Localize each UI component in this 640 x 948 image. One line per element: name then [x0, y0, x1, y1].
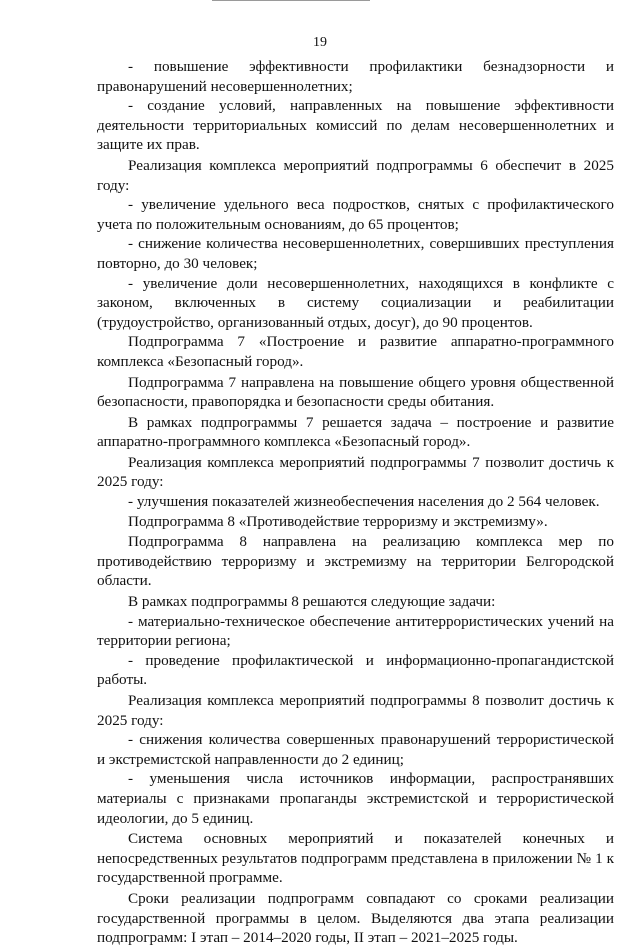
paragraph: В рамках подпрограммы 8 решаются следующие задачи: [128, 593, 496, 611]
paragraph: - снижение количества несовершеннолетних, совершивших преступления повторно, до 30 человек; [97, 235, 614, 272]
paragraph: Сроки реализации подпрограмм совпадают со сроками реализации государственной программы в целом. Выделяются два этапа реализации подпрограмм: I этап – 2014–2020 годы, II этап – 2021–2025 годы. [97, 889, 614, 947]
paragraph: - уменьшения числа источников информации, распространявших материалы с признаками пропаганды экстремистской и террористической идеологии, до 5 единиц. [97, 770, 614, 827]
document-body [97, 57, 614, 948]
paragraph: Система основных мероприятий и показателей конечных и непосредственных результатов подпрограмм представлена в приложении № 1 к государственной программе. [97, 830, 614, 887]
top-rule [212, 0, 370, 1]
paragraph: - увеличение удельного веса подростков, снятых с профилактического учета по положительным основаниям, до 65 процентов; [97, 196, 614, 233]
paragraph: - снижения количества совершенных правонарушений террористической и экстремистской направленности до 2 единиц; [97, 731, 614, 768]
paragraph: Реализация комплекса мероприятий подпрограммы 8 позволит достичь к 2025 году: [97, 692, 614, 729]
paragraph: - создание условий, направленных на повышение эффективности деятельности территориальных комиссий по делам несовершеннолетних и защите их прав. [97, 97, 614, 154]
paragraph: - увеличение доли несовершеннолетних, находящихся в конфликте с законом, включенных в систему социализации и реабилитации (трудоустройство, организованный отдых, досуг), до 90 процентов. [97, 274, 614, 331]
paragraph: В рамках подпрограммы 7 решается задача – построение и развитие аппаратно-программного комплекса «Безопасный город». [97, 413, 614, 451]
paragraph: Подпрограмма 7 «Построение и развитие аппаратно-программного комплекса «Безопасный город». [97, 333, 614, 370]
paragraph: - проведение профилактической и информационно-пропагандистской работы. [97, 651, 614, 689]
paragraph: Реализация комплекса мероприятий подпрограммы 7 позволит достичь к 2025 году: [97, 453, 614, 491]
paragraph: - улучшения показателей жизнеобеспечения населения до 2 564 человек. [128, 493, 600, 511]
paragraph: - материально-техническое обеспечение антитеррористических учений на территории региона; [97, 612, 614, 650]
paragraph: - повышение эффективности профилактики безнадзорности и правонарушений несовершеннолетних; [97, 58, 614, 95]
paragraph: Подпрограмма 7 направлена на повышение общего уровня общественной безопасности, правопорядка и безопасности среды обитания. [97, 373, 614, 411]
paragraph: Подпрограмма 8 направлена на реализацию комплекса мер по противодействию терроризму и экстремизму на территории Белгородской области. [97, 533, 614, 590]
paragraph: Подпрограмма 8 «Противодействие терроризму и экстремизму». [128, 512, 548, 530]
paragraph: Реализация комплекса мероприятий подпрограммы 6 обеспечит в 2025 году: [97, 156, 614, 194]
page-number: 19 [313, 35, 327, 50]
